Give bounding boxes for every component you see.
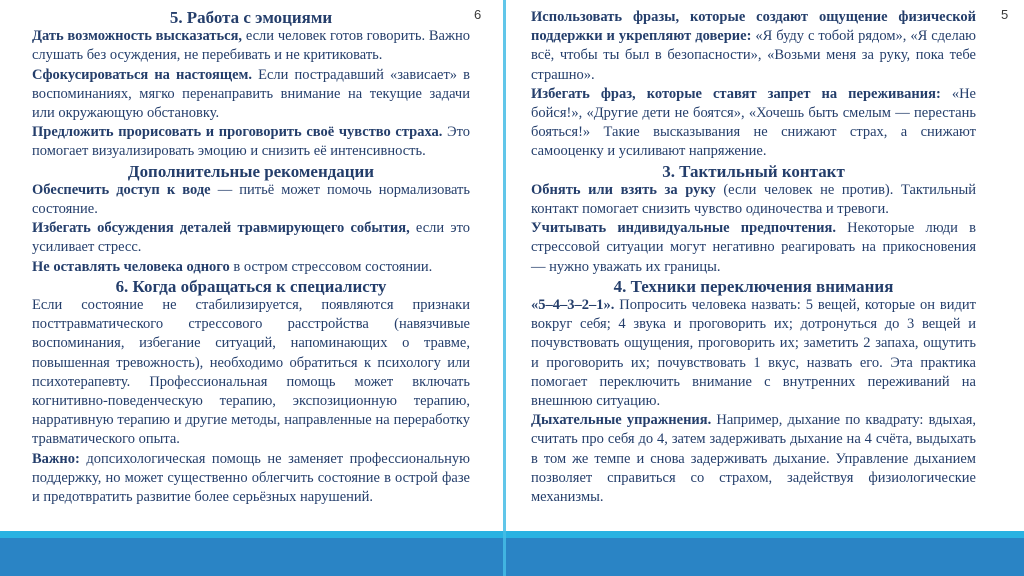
paragraph — [531, 296, 976, 411]
page-divider — [503, 0, 506, 576]
paragraph-lead: Не оставлять человека одного — [32, 258, 230, 275]
paragraph — [32, 66, 470, 124]
paragraph-lead: Важно: — [32, 450, 80, 467]
paragraph-lead: Дыхательные упражнения. — [531, 412, 712, 429]
paragraph-body: Если пострадавший «зависает» в воспоминаниях, мягко перенаправить внимание на текущие задачи или окружающую обстановку. — [32, 66, 470, 122]
paragraph — [531, 181, 976, 219]
paragraph-body: Некоторые люди в стрессовой ситуации могут негативно реагировать на прикосновения — нужно уважать их границы. — [531, 220, 976, 275]
paragraph-lead: «5–4–3–2–1». — [531, 297, 615, 314]
paragraph-body: Это помогает визуализировать эмоцию и снизить её интенсивность. — [32, 124, 470, 160]
page-number: 6 — [474, 7, 482, 22]
paragraph — [32, 219, 470, 257]
paragraph-body: — питьё может помочь нормализовать состояние. — [32, 181, 470, 218]
paragraph-lead: Учитывать индивидуальные предпочтения. — [531, 220, 836, 237]
paragraph-lead: Обеспечить доступ к воде — [32, 181, 211, 198]
page-number: 5 — [1001, 7, 1009, 22]
paragraph-lead: Использовать фразы, которые создают ощущение физической поддержки и укрепляют доверие: — [531, 9, 976, 45]
paragraph — [531, 219, 976, 277]
section-heading: Дополнительные рекомендации — [127, 161, 375, 181]
paragraph-lead: Сфокусироваться на настоящем. — [32, 66, 253, 83]
paragraph-body: (если человек не против). Тактильный контакт помогает снизить чувство одиночества и тревоги. — [531, 181, 976, 218]
paragraph — [531, 85, 976, 162]
footer-bar — [0, 538, 1024, 576]
section-heading: 3. Тактильный контакт — [662, 161, 845, 181]
section-heading: 5. Работа с эмоциями — [169, 8, 333, 27]
section-heading: 4. Техники переключения внимания — [613, 276, 894, 296]
paragraph — [32, 27, 470, 65]
paragraph — [32, 123, 470, 161]
paragraph-lead: Дать возможность высказаться, — [32, 28, 243, 45]
paragraph-body: Например, дыхание по квадрату: вдыхая, считать про себя до 4, затем задерживать дыхание на 4 счёта, выдыхать в том же темпе и снова задерживать дыхание. Управление дыханием позволяет справиться со страхом, задействуя физиологические механизмы. — [531, 412, 976, 506]
paragraph — [32, 296, 470, 450]
paragraph-lead: Избегать обсуждения деталей травмирующего события, — [32, 220, 410, 237]
paragraph — [531, 8, 976, 85]
paragraph-body: «Я буду с тобой рядом», «Я сделаю всё, чтобы ты был в безопасности», «Возьми меня за руку, пока тебе страшно». — [531, 28, 976, 83]
paragraph-lead: Обнять или взять за руку — [531, 181, 716, 198]
paragraph-body: в остром стрессовом состоянии. — [229, 258, 433, 275]
paragraph-body: Попросить человека назвать: 5 вещей, которые он видит вокруг себя; 4 звука и проговорить их; дотронуться до 3 вещей и почувствовать ощущения, проговорить их; заметить 2 запаха, ощутить и проговорить их; почувствовать 1 вкус, назвать его. Эта практика помогает переключить внимание с внутренних переживаний на внешнюю ситуацию. — [531, 297, 976, 410]
paragraph-lead: Предложить прорисовать и проговорить своё чувство страха. — [32, 124, 443, 141]
accent-stripe — [0, 531, 1024, 538]
paragraph-body: «Не бойся!», «Другие дети не боятся», «Хочешь быть смелым — перестань бояться!» Такие высказывания не снижают страх, а снижают самооценку и усиливают напряжение. — [531, 85, 976, 160]
paragraph — [32, 181, 470, 219]
paragraph-body: если это усиливает стресс. — [32, 220, 470, 256]
page-left — [32, 8, 470, 507]
paragraph-body: допсихологическая помощь не заменяет профессиональную поддержку, но может существенно облегчить состояние в острой фазе и предотвратить развитие более серьёзных нарушений. — [32, 450, 470, 506]
paragraph-body: если человек готов говорить. Важно слушать без осуждения, не перебивать и не критиковать. — [32, 28, 470, 64]
paragraph — [32, 258, 470, 277]
section-heading: 6. Когда обращаться к специалисту — [115, 276, 387, 296]
paragraph-lead: Избегать фраз, которые ставят запрет на переживания: — [531, 85, 941, 102]
paragraph — [32, 450, 470, 508]
page-right — [531, 8, 976, 507]
paragraph-body: Если состояние не стабилизируется, появляются признаки посттравматического стрессового расстройства (навязчивые воспоминания, избегание ситуаций, напоминающих о травме, повышенная тревожность), необходимо обратиться к психологу или психотерапевту. Профессиональная помощь может включать когнитивно-поведенческую терапию, экспозиционную терапию, нарративную терапию и другие методы, направленные на переработку травматического опыта. — [32, 297, 470, 448]
paragraph — [531, 411, 976, 507]
